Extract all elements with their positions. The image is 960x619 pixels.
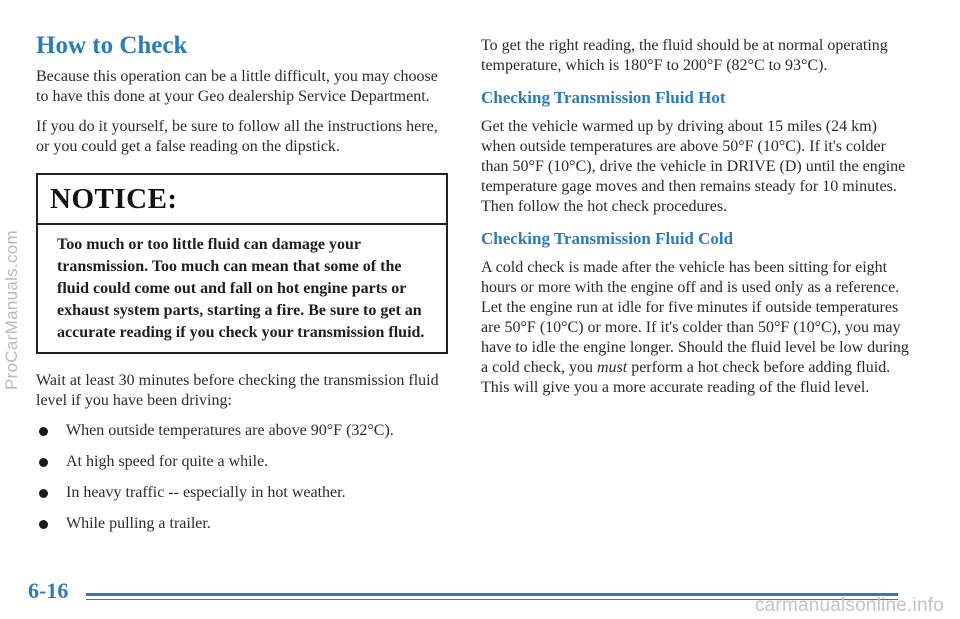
notice-box [36, 173, 448, 354]
intro-paragraph: Because this operation can be a little difficult, you may choose to have this done at your Geo dealership Service Department. [36, 68, 438, 105]
cold-check-text-start: A cold check is made after the vehicle has been sitting for eight hours or more with the engine off and is used only as a reference. Let the engine run at idle for five minutes if outside temperatures are 50°F (10°C) or more. If it's colder than 50°F (10°C), you may have to idle the engine longer. Should the fluid level be low during a cold check, you [481, 259, 909, 376]
emphasis-must: must [596, 359, 628, 376]
notice-header [38, 175, 446, 225]
right-column [481, 36, 911, 408]
temperature-paragraph: To get the right reading, the fluid should be at normal operating temperature, which is 180°F to 200°F (82°C to 93°C). [481, 37, 888, 74]
list-item [36, 514, 448, 534]
bullet-icon [39, 458, 48, 467]
hot-check-paragraph: Get the vehicle warmed up by driving about 15 miles (24 km) when outside temperatures are above 50°F (10°C). If it's colder than 50°F (10°C), drive the vehicle in DRIVE (D) until the engine temperature gage moves and then remains steady for 10 minutes. Then follow the hot check procedures. [481, 118, 906, 215]
list-item-text: In heavy traffic -- especially in hot weather. [66, 484, 346, 501]
cold-check-text-end: perform a hot check before adding fluid. This will give you a more accurate reading of the fluid level. [481, 359, 891, 396]
list-item-text: At high speed for quite a while. [66, 453, 269, 470]
list-item-text: When outside temperatures are above 90°F (32°C). [66, 422, 394, 439]
instructions-paragraph: If you do it yourself, be sure to follow all the instructions here, or you could get a false reading on the dipstick. [36, 118, 438, 155]
page-number: 6-16 [28, 578, 69, 603]
section-title: How to Check [36, 32, 188, 59]
bottom-watermark: carmanualsonline.info [754, 595, 944, 616]
cold-check-paragraph [481, 258, 911, 398]
wait-paragraph: Wait at least 30 minutes before checking the transmission fluid level if you have been driving: [36, 372, 439, 409]
notice-body: Too much or too little fluid can damage your transmission. Too much can mean that some of the fluid could come out and fall on hot engine parts or exhaust system parts, starting a fire. Be sure to get an accurate reading if you check your transmission fluid. [57, 236, 425, 341]
list-item [36, 483, 448, 503]
cold-check-heading: Checking Transmission Fluid Cold [481, 229, 734, 248]
list-item [36, 452, 448, 472]
side-watermark [2, 0, 22, 619]
left-column [36, 32, 448, 545]
list-item-text: While pulling a trailer. [66, 515, 211, 532]
side-watermark-text: ProCarManuals.com [2, 229, 21, 390]
bullet-icon [39, 427, 48, 436]
bullet-icon [39, 489, 48, 498]
notice-heading: NOTICE: [50, 182, 178, 215]
list-item [36, 421, 448, 441]
conditions-list [36, 421, 448, 534]
hot-check-heading: Checking Transmission Fluid Hot [481, 88, 726, 107]
bullet-icon [39, 520, 48, 529]
